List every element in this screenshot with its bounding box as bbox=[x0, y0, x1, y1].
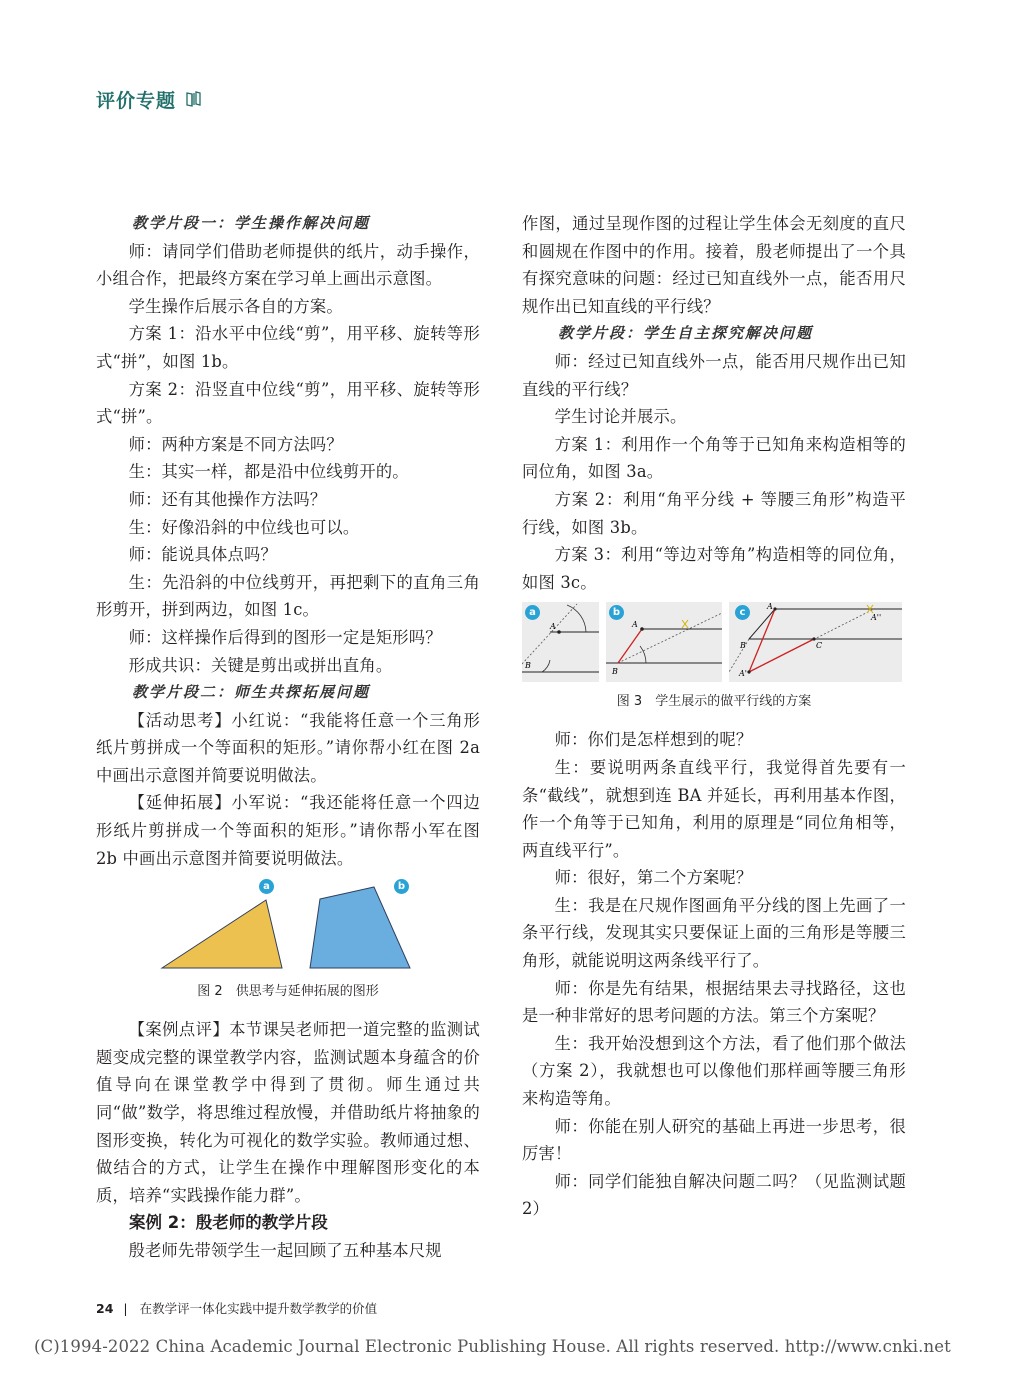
figure-2a-badge: a bbox=[259, 879, 274, 894]
segment-heading: 教学片段：学生自主探究解决问题 bbox=[558, 324, 814, 343]
paragraph: 师：这样操作后得到的图形一定是矩形吗？ bbox=[128, 627, 442, 647]
figure-3a-badge: a bbox=[525, 605, 540, 620]
section-title: 评价专题 bbox=[96, 90, 177, 112]
paragraph: 生：好像沿斜的中位线也可以。 bbox=[128, 517, 360, 537]
paragraph: 方案 1：利用作一个角等于已知角来构造相等的同位角，如图 3a。 bbox=[522, 434, 906, 482]
left-text-bottom bbox=[96, 1016, 480, 1264]
figure-3a-label-a: A bbox=[550, 622, 556, 632]
segment-heading: 教学片段二：师生共探拓展问题 bbox=[132, 683, 371, 702]
paragraph: 殷老师先带领学生一起回顾了五种基本尺规 bbox=[128, 1241, 442, 1260]
paragraph: 学生讨论并展示。 bbox=[554, 407, 687, 427]
paragraph: 师：很好，第二个方案呢？ bbox=[554, 868, 753, 888]
paragraph: 方案 2：利用“角平分线 + 等腰三角形”构造平行线，如图 3b。 bbox=[522, 489, 906, 537]
copyright-notice: (C)1994-2022 China Academic Journal Electronic Publishing House. All rights reserved. http://www.cnki.net bbox=[34, 1337, 951, 1356]
paragraph: 师：还有其他操作方法吗？ bbox=[128, 489, 327, 509]
figure-3 bbox=[522, 602, 906, 682]
paragraph: 生：我是在尺规作图画角平分线的图上先画了一条平行线，发现其实只要保证上面的三角形是等腰三角形，就能说明这两条线平行了。 bbox=[522, 895, 906, 971]
figure-3a-label-b: B bbox=[525, 661, 531, 671]
left-column bbox=[96, 210, 480, 1265]
paragraph: 生：其实一样，都是沿中位线剪开的。 bbox=[128, 462, 409, 482]
figure-3c-badge: c bbox=[735, 605, 750, 620]
figure-2 bbox=[96, 880, 480, 978]
figure-2-shapes bbox=[96, 880, 480, 978]
figure-3-caption: 图 3 学生展示的做平行线的方案 bbox=[616, 694, 812, 710]
figure-2b-badge: b bbox=[394, 879, 409, 894]
paragraph: 师：两种方案是不同方法吗？ bbox=[128, 434, 343, 454]
figure-3c-label-a: A bbox=[767, 602, 773, 612]
paragraph: 【延伸拓展】小军说：“我还能将任意一个四边形纸片剪拼成一个等面积的矩形。”请你帮小军在图 2b 中画出示意图并简要说明做法。 bbox=[96, 793, 480, 868]
page-footer bbox=[96, 1299, 377, 1317]
paragraph: 生：先沿斜的中位线剪开，再把剩下的直角三角形剪开，拼到两边，如图 1c。 bbox=[96, 572, 480, 620]
figure-3b-label-a: A bbox=[632, 620, 638, 630]
figure-3b-label-b: B bbox=[612, 667, 618, 677]
paragraph: 【活动思考】小红说：“我能将任意一个三角形纸片剪拼成一个等面积的矩形。”请你帮小红在图 2a 中画出示意图并简要说明做法。 bbox=[96, 710, 480, 785]
paragraph: 形成共识：关键是剪出或拼出直角。 bbox=[128, 655, 393, 675]
paragraph: 生：要说明两条直线平行，我觉得首先要有一条“截线”，就想到连 BA 并延长，再利用基本作图，作一个角等于已知角，利用的原理是“同位角相等，两直线平行”。 bbox=[522, 757, 906, 860]
paragraph: 师：同学们能独自解决问题二吗？（见监测试题 2） bbox=[522, 1171, 906, 1219]
triangle-shape bbox=[162, 900, 282, 968]
right-column bbox=[522, 210, 906, 1223]
paragraph: 师：你们是怎样想到的呢？ bbox=[554, 730, 753, 750]
figure-3b-badge: b bbox=[609, 605, 624, 620]
figure-3c-panel bbox=[729, 602, 902, 682]
quadrilateral-shape bbox=[310, 887, 410, 968]
paragraph: 生：我开始没想到这个方法，看了他们那个做法（方案 2），我就想也可以像他们那样画等腰三角形来构造等角。 bbox=[522, 1033, 906, 1109]
paragraph: 师：能说具体点吗？ bbox=[128, 545, 277, 565]
paragraph: 方案 1：沿水平中位线“剪”，用平移、旋转等形式“拼”，如图 1b。 bbox=[96, 324, 480, 371]
paragraph: 【案例点评】本节课吴老师把一道完整的监测试题变成完整的课堂教学内容，监测试题本身蕴含的价值导向在课堂教学中得到了贯彻。师生通过共同“做”数学，将思维过程放慢，并借助纸片将抽象的图形变换，转化为可视化的数学实验。教师通过想、做结合的方式，让学生在操作中理解图形变化的本质，培养“实践操作能力群”。 bbox=[96, 1020, 480, 1205]
book-icon bbox=[184, 89, 204, 109]
figure-3c-label-c: C bbox=[816, 641, 823, 651]
right-text-bottom bbox=[522, 726, 906, 1223]
paragraph: 师：请同学们借助老师提供的纸片，动手操作，小组合作，把最终方案在学习单上画出示意图。 bbox=[96, 241, 480, 289]
page-number: 24 bbox=[96, 1301, 114, 1316]
paragraph: 方案 2：沿竖直中位线“剪”，用平移、旋转等形式“拼”。 bbox=[96, 379, 480, 427]
segment-heading: 教学片段一：学生操作解决问题 bbox=[132, 214, 371, 232]
paragraph: 作图，通过呈现作图的过程让学生体会无刻度的直尺和圆规在作图中的作用。接着，殷老师提出了一个具有探究意味的问题：经过已知直线外一点，能否用尺规作出已知直线的平行线？ bbox=[522, 214, 906, 316]
paragraph: 学生操作后展示各自的方案。 bbox=[128, 296, 343, 316]
case-heading: 案例 2：殷老师的教学片段 bbox=[129, 1213, 328, 1233]
paragraph: 师：你是先有结果，根据结果去寻找路径，这也是一种非常好的思考问题的方法。第三个方案呢？ bbox=[522, 978, 906, 1026]
figure-2-caption: 图 2 供思考与延伸拓展的图形 bbox=[197, 984, 379, 1000]
paragraph: 师：经过已知直线外一点，能否用尺规作出已知直线的平行线？ bbox=[522, 351, 906, 399]
footer-separator: | bbox=[123, 1301, 128, 1316]
figure-3c-label-a-double-prime: A'' bbox=[871, 613, 882, 623]
figure-3c-label-b: B bbox=[740, 641, 746, 651]
right-text-top bbox=[522, 210, 906, 596]
paragraph: 师：你能在别人研究的基础上再进一步思考，很厉害！ bbox=[522, 1116, 906, 1164]
left-text-top bbox=[96, 210, 480, 872]
running-title: 在教学评一体化实践中提升数学教学的价值 bbox=[139, 1301, 378, 1316]
figure-3c-label-a-prime: A' bbox=[739, 669, 747, 679]
paragraph: 方案 3：利用“等边对等角”构造相等的同位角，如图 3c。 bbox=[522, 545, 906, 592]
